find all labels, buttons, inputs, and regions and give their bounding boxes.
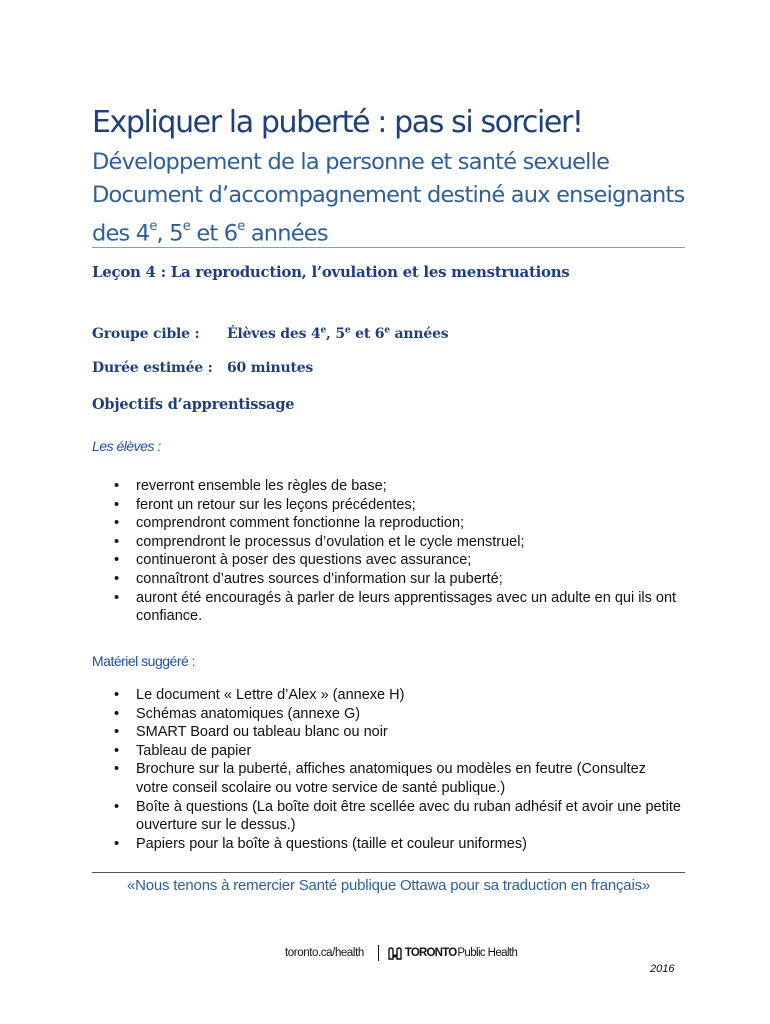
toronto-city-hall-logo-icon xyxy=(388,946,402,960)
list-item: • feront un retour sur les leçons précédentes; xyxy=(112,496,682,515)
list-item: • reverront ensemble les règles de base; xyxy=(112,477,682,496)
list-item: • Le document « Lettre d’Alex » (annexe H) xyxy=(112,686,682,705)
acknowledgement-text: «Nous tenons à remercier Santé publique Ottawa pour sa traduction en français» xyxy=(126,877,651,894)
footer-brand-toronto: TORONTO xyxy=(404,947,457,959)
lesson-heading: Leçon 4 : La reproduction, l’ovulation et les menstruations xyxy=(92,263,570,281)
footer-divider xyxy=(92,872,685,873)
subtitle-line-2: Document d’accompagnement destiné aux enseignants xyxy=(92,182,685,208)
subtitle-line-1: Développement de la personne et santé sexuelle xyxy=(92,149,610,175)
target-group-row xyxy=(92,325,448,342)
list-item: • comprendront le processus d’ovulation et le cycle menstruel; xyxy=(112,533,682,552)
materials-list xyxy=(112,686,682,853)
materials-heading: Matériel suggéré : xyxy=(92,653,196,669)
document-subtitle xyxy=(92,146,684,251)
students-heading: Les élèves : xyxy=(92,438,161,454)
list-item: • auront été encouragés à parler de leurs apprentissages avec un adulte en qui ils ont confiance. xyxy=(112,589,682,626)
list-item: • continueront à poser des questions avec assurance; xyxy=(112,551,682,570)
duration-row xyxy=(92,360,313,376)
students-list xyxy=(112,477,682,626)
list-item: • Boîte à questions (La boîte doit être scellée avec du ruban adhésif et avoir une petite ouverture sur le dessus.) xyxy=(112,798,682,835)
footer-brand-public-health: Public Health xyxy=(457,947,518,959)
list-item: • comprendront comment fonctionne la reproduction; xyxy=(112,514,682,533)
header-divider xyxy=(92,247,685,248)
document-title: Expliquer la puberté : pas si sorcier! xyxy=(92,105,583,140)
target-group-label: Groupe cible : xyxy=(92,325,200,342)
list-item: • connaîtront d’autres sources d’information sur la puberté; xyxy=(112,570,682,589)
list-item: • SMART Board ou tableau blanc ou noir xyxy=(112,723,682,742)
footer-separator xyxy=(378,945,379,961)
target-group-value: Élèves des 4e, 5e et 6e années xyxy=(227,325,449,342)
duration-label: Durée estimée : xyxy=(92,360,213,376)
list-item: • Tableau de papier xyxy=(112,742,682,761)
footer-url[interactable]: toronto.ca/health xyxy=(285,947,364,959)
list-item: • Schémas anatomiques (annexe G) xyxy=(112,705,682,724)
document-year: 2016 xyxy=(650,963,675,975)
subtitle-line-3: des 4e, 5e et 6e années xyxy=(92,219,328,247)
objectives-heading: Objectifs d’apprentissage xyxy=(92,396,295,413)
footer-branding xyxy=(285,943,517,963)
list-item: • Papiers pour la boîte à questions (taille et couleur uniformes) xyxy=(112,835,682,854)
list-item: • Brochure sur la puberté, affiches anatomiques ou modèles en feutre (Consultez votre conseil scolaire ou votre service de santé publique.) xyxy=(112,760,682,797)
duration-value: 60 minutes xyxy=(227,360,314,376)
